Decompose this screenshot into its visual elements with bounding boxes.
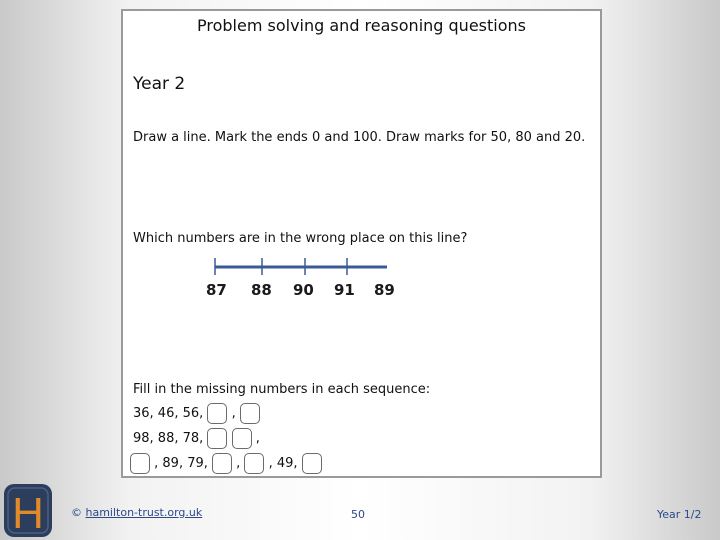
sequence-row-1 xyxy=(133,403,260,424)
answer-box[interactable] xyxy=(130,453,150,474)
sequence-text: 36, 46, 56, xyxy=(133,406,204,421)
question-missing-numbers: Fill in the missing numbers in each sequence: xyxy=(133,382,431,397)
sequence-text: , xyxy=(231,406,236,421)
year-heading: Year 2 xyxy=(133,74,186,94)
answer-box[interactable] xyxy=(302,453,322,474)
number-line-graphic xyxy=(212,255,392,279)
answer-box[interactable] xyxy=(244,453,264,474)
copyright-link[interactable]: hamilton-trust.org.uk xyxy=(85,506,203,519)
answer-box[interactable] xyxy=(207,403,227,424)
number-label: 89 xyxy=(374,281,395,299)
question-draw-line: Draw a line. Mark the ends 0 and 100. Draw marks for 50, 80 and 20. xyxy=(133,130,586,145)
sequence-text: , 49, xyxy=(268,456,298,471)
number-line xyxy=(206,255,395,305)
answer-box[interactable] xyxy=(207,428,227,449)
number-label: 90 xyxy=(293,281,314,299)
copyright xyxy=(71,506,202,519)
copyright-symbol: © xyxy=(71,506,82,519)
sequence-text: 98, 88, 78, xyxy=(133,431,204,446)
number-label: 87 xyxy=(206,281,227,299)
answer-box[interactable] xyxy=(232,428,252,449)
hamilton-logo-icon xyxy=(3,483,53,538)
page-number: 50 xyxy=(351,508,365,521)
sequence-row-2 xyxy=(133,428,260,449)
sequence-text: , xyxy=(255,431,260,446)
sequence-text: , 89, 79, xyxy=(154,456,208,471)
worksheet-page xyxy=(121,9,602,478)
number-label: 91 xyxy=(334,281,355,299)
number-label: 88 xyxy=(251,281,272,299)
footer-year-label: Year 1/2 xyxy=(657,508,702,521)
sequence-text: , xyxy=(236,456,241,471)
logo-letter: H xyxy=(12,489,44,538)
question-wrong-place: Which numbers are in the wrong place on this line? xyxy=(133,231,468,246)
page-title: Problem solving and reasoning questions xyxy=(197,16,526,35)
answer-box[interactable] xyxy=(212,453,232,474)
answer-box[interactable] xyxy=(240,403,260,424)
sequence-row-3 xyxy=(130,453,322,474)
